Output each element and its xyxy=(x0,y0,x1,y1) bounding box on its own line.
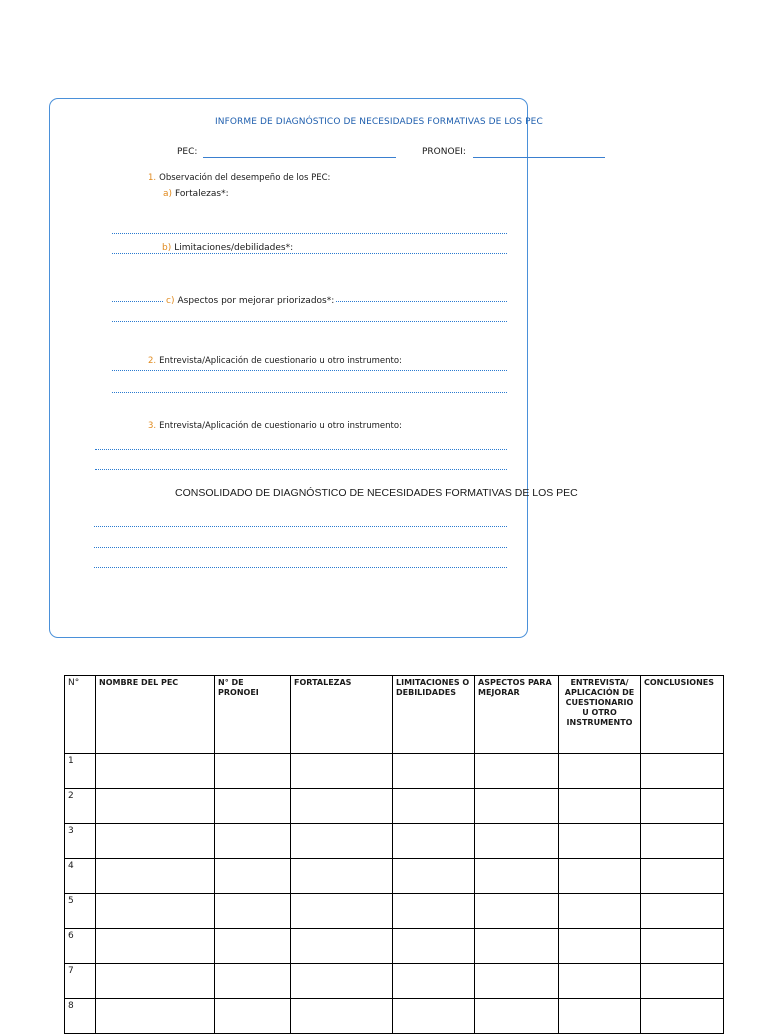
table-cell[interactable] xyxy=(641,964,724,999)
consolidado-table xyxy=(64,675,724,1034)
table-cell[interactable] xyxy=(291,894,393,929)
table-header-row xyxy=(65,676,724,754)
section-3-number: 3. xyxy=(148,421,157,431)
table-cell[interactable] xyxy=(475,929,559,964)
section-1a xyxy=(163,189,229,199)
table-cell[interactable] xyxy=(96,754,215,789)
answer-line[interactable] xyxy=(94,567,507,568)
row-number: 2 xyxy=(65,789,96,824)
section-1b-label: Limitaciones/debilidades*: xyxy=(174,243,294,253)
answer-line[interactable] xyxy=(95,449,507,450)
pronoei-label: PRONOEI: xyxy=(422,147,466,157)
table-row xyxy=(65,964,724,999)
table-cell[interactable] xyxy=(641,824,724,859)
section-1c xyxy=(164,296,336,306)
row-number: 3 xyxy=(65,824,96,859)
table-cell[interactable] xyxy=(641,859,724,894)
table-cell[interactable] xyxy=(393,754,475,789)
row-number: 4 xyxy=(65,859,96,894)
table-cell[interactable] xyxy=(559,789,641,824)
table-cell[interactable] xyxy=(96,894,215,929)
row-number: 5 xyxy=(65,894,96,929)
table-row xyxy=(65,929,724,964)
section-1a-letter: a) xyxy=(163,189,173,199)
table-cell[interactable] xyxy=(641,929,724,964)
col-header-pronoei: N° DE PRONOEI xyxy=(215,676,291,754)
table-cell[interactable] xyxy=(96,999,215,1034)
table-cell[interactable] xyxy=(475,754,559,789)
table-cell[interactable] xyxy=(215,929,291,964)
section-1b-letter: b) xyxy=(162,243,172,253)
table-row xyxy=(65,789,724,824)
table-cell[interactable] xyxy=(641,999,724,1034)
table-cell[interactable] xyxy=(559,754,641,789)
answer-line[interactable] xyxy=(94,526,507,527)
table-cell[interactable] xyxy=(291,789,393,824)
table-cell[interactable] xyxy=(393,824,475,859)
table-cell[interactable] xyxy=(559,824,641,859)
table-cell[interactable] xyxy=(475,894,559,929)
table-cell[interactable] xyxy=(291,929,393,964)
table-cell[interactable] xyxy=(475,859,559,894)
table-cell[interactable] xyxy=(475,789,559,824)
answer-line[interactable] xyxy=(112,370,507,371)
table-cell[interactable] xyxy=(393,964,475,999)
row-number: 1 xyxy=(65,754,96,789)
section-3 xyxy=(148,421,402,431)
table-cell[interactable] xyxy=(215,789,291,824)
section-1c-letter: c) xyxy=(166,296,175,306)
section-1c-label: Aspectos por mejorar priorizados*: xyxy=(177,296,335,306)
table-cell[interactable] xyxy=(559,964,641,999)
table-cell[interactable] xyxy=(215,754,291,789)
table-cell[interactable] xyxy=(475,824,559,859)
form-title: INFORME DE DIAGNÓSTICO DE NECESIDADES FORMATIVAS DE LOS PEC xyxy=(215,117,543,127)
section-1a-label: Fortalezas*: xyxy=(175,189,229,199)
col-header-aspectos: ASPECTOS PARA MEJORAR xyxy=(475,676,559,754)
section-1-label: Observación del desempeño de los PEC: xyxy=(159,173,331,183)
table-cell[interactable] xyxy=(393,929,475,964)
section-1 xyxy=(148,173,330,183)
table-cell[interactable] xyxy=(96,964,215,999)
table-cell[interactable] xyxy=(215,894,291,929)
row-number: 7 xyxy=(65,964,96,999)
section-2-label: Entrevista/Aplicación de cuestionario u otro instrumento: xyxy=(159,356,402,366)
consolidado-title: CONSOLIDADO DE DIAGNÓSTICO DE NECESIDADES FORMATIVAS DE LOS PEC xyxy=(175,487,578,499)
col-header-conclusiones: CONCLUSIONES xyxy=(641,676,724,754)
table-cell[interactable] xyxy=(291,824,393,859)
section-2 xyxy=(148,356,402,366)
table-cell[interactable] xyxy=(641,789,724,824)
table-cell[interactable] xyxy=(96,929,215,964)
pec-field[interactable] xyxy=(203,157,396,158)
table-cell[interactable] xyxy=(641,894,724,929)
table-cell[interactable] xyxy=(641,754,724,789)
table-cell[interactable] xyxy=(215,999,291,1034)
col-header-limitaciones: LIMITACIONES O DEBILIDADES xyxy=(393,676,475,754)
table-cell[interactable] xyxy=(559,859,641,894)
col-header-entrevista: ENTREVISTA/ APLICACIÓN DE CUESTIONARIO U OTRO INSTRUMENTO xyxy=(559,676,641,754)
table-cell[interactable] xyxy=(475,999,559,1034)
answer-line[interactable] xyxy=(112,233,507,234)
section-3-label: Entrevista/Aplicación de cuestionario u otro instrumento: xyxy=(159,421,402,431)
table-cell[interactable] xyxy=(215,859,291,894)
answer-line[interactable] xyxy=(112,392,507,393)
row-number: 6 xyxy=(65,929,96,964)
table-cell[interactable] xyxy=(96,789,215,824)
table-cell[interactable] xyxy=(291,964,393,999)
col-header-nombre: NOMBRE DEL PEC xyxy=(96,676,215,754)
table-cell[interactable] xyxy=(559,894,641,929)
table-row xyxy=(65,859,724,894)
table-cell[interactable] xyxy=(393,894,475,929)
table-cell[interactable] xyxy=(291,754,393,789)
table-cell[interactable] xyxy=(215,824,291,859)
section-1-number: 1. xyxy=(148,173,157,183)
table-cell[interactable] xyxy=(291,859,393,894)
answer-line[interactable] xyxy=(112,253,507,254)
table-cell[interactable] xyxy=(291,999,393,1034)
table-cell[interactable] xyxy=(215,964,291,999)
table-row xyxy=(65,754,724,789)
answer-line[interactable] xyxy=(95,469,507,470)
table-cell[interactable] xyxy=(559,929,641,964)
pronoei-field[interactable] xyxy=(473,157,605,158)
table-cell[interactable] xyxy=(96,824,215,859)
table-cell[interactable] xyxy=(559,999,641,1034)
answer-line[interactable] xyxy=(112,321,507,322)
table-cell[interactable] xyxy=(393,859,475,894)
row-number: 8 xyxy=(65,999,96,1034)
table-row xyxy=(65,999,724,1034)
table-cell[interactable] xyxy=(475,964,559,999)
col-header-number: N° xyxy=(65,676,96,754)
table-body xyxy=(65,754,724,1034)
table-cell[interactable] xyxy=(96,859,215,894)
table-cell[interactable] xyxy=(393,999,475,1034)
col-header-fortalezas: FORTALEZAS xyxy=(291,676,393,754)
pec-label: PEC: xyxy=(177,147,198,157)
table-row xyxy=(65,894,724,929)
table-row xyxy=(65,824,724,859)
answer-line[interactable] xyxy=(94,547,507,548)
section-2-number: 2. xyxy=(148,356,157,366)
section-1b xyxy=(162,243,293,253)
table-cell[interactable] xyxy=(393,789,475,824)
